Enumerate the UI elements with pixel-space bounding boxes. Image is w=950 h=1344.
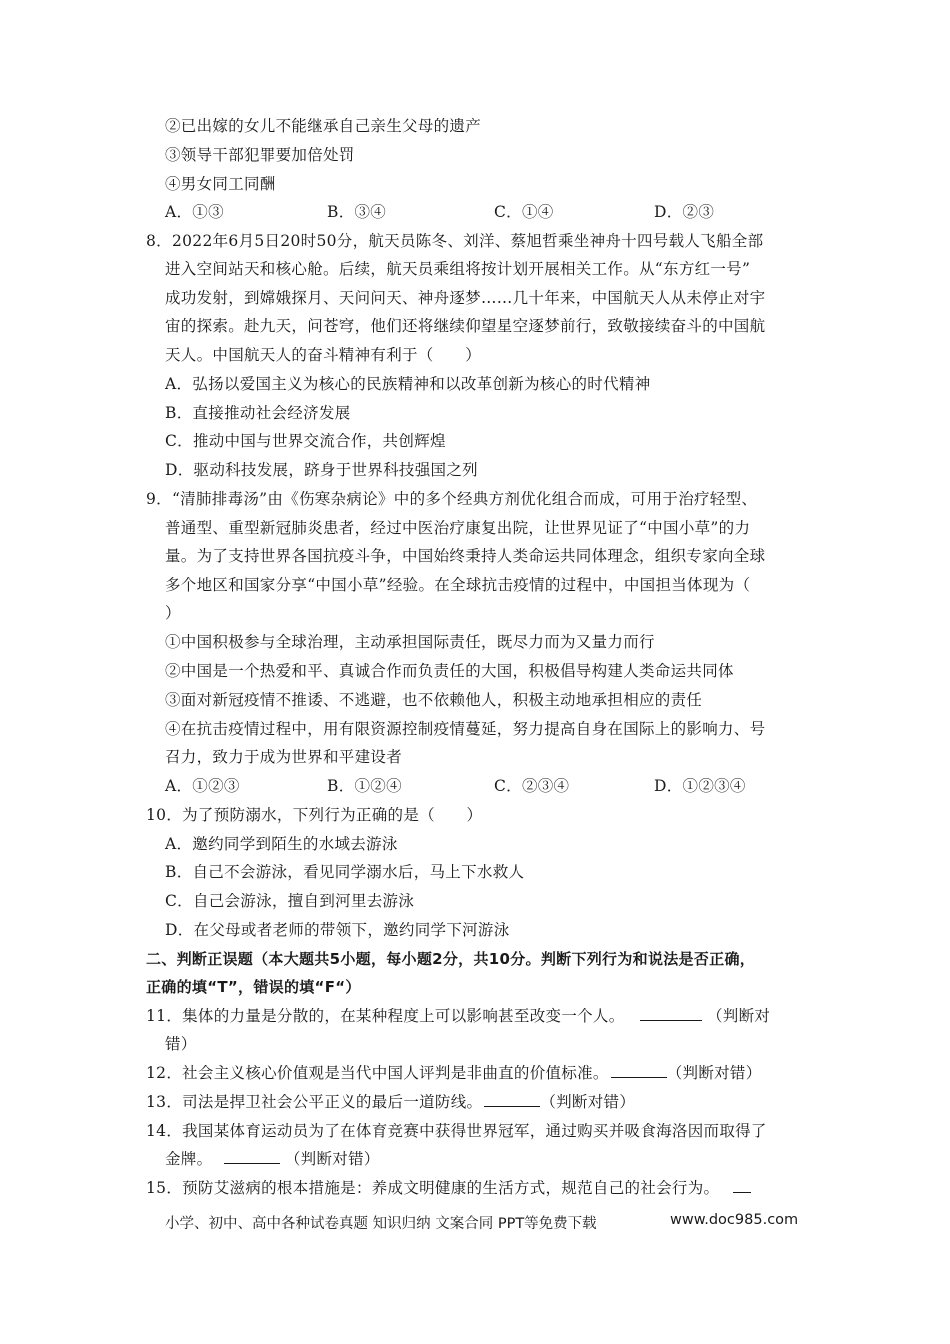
footer-url-link[interactable]: www.doc985.com xyxy=(670,1212,799,1228)
q14-answer-blank[interactable] xyxy=(224,1149,280,1164)
q9-stem-line-4: 多个地区和国家分享“中国小草”经验。在全球抗击疫情的过程中，中国担当体现为（ xyxy=(165,576,751,594)
q9-item-2: ②中国是一个热爱和平、真诚合作而负责任的大国，积极倡导构建人类命运共同体 xyxy=(165,662,734,680)
q9-stem-line-5: ） xyxy=(165,604,181,622)
q11-suffix: （判断对 xyxy=(707,1007,771,1025)
q14-stem: 14．我国某体育运动员为了在体育竞赛中获得世界冠军，通过购买并吸食海洛因而取得了 xyxy=(146,1122,767,1140)
q12-suffix: （判断对错） xyxy=(666,1064,762,1082)
q7-option-c: C．①④ xyxy=(494,203,554,221)
q8-stem-line-5: 天人。中国航天人的奋斗精神有利于（ ） xyxy=(165,346,482,364)
q11-stem xyxy=(146,1006,770,1026)
q7-option-d: D．②③ xyxy=(654,203,715,221)
q7-option-a: A．①③ xyxy=(165,203,224,221)
q8-option-b: B．直接推动社会经济发展 xyxy=(165,404,351,422)
q8-stem-line-4: 宙的探索。赴九天，问苍穹，他们还将继续仰望星空逐梦前行，致敬接续奋斗的中国航 xyxy=(165,317,766,335)
q11-suffix-cont: 错） xyxy=(165,1035,197,1053)
q9-item-1: ①中国积极参与全球治理，主动承担国际责任，既尽力而为又量力而行 xyxy=(165,633,655,651)
q9-item-3: ③面对新冠疫情不推诿、不逃避，也不依赖他人，积极主动地承担相应的责任 xyxy=(165,691,703,709)
q8-option-d: D．驱动科技发展，跻身于世界科技强国之列 xyxy=(165,461,478,479)
q9-option-c: C．②③④ xyxy=(494,777,570,795)
q9-item-4-cont: 召力，致力于成为世界和平建设者 xyxy=(165,748,403,766)
q9-option-a: A．①②③ xyxy=(165,777,240,795)
q13-suffix: （判断对错） xyxy=(540,1093,636,1111)
q9-option-d: D．①②③④ xyxy=(654,777,746,795)
q8-stem-line-1: 8．2022年6月5日20时50分，航天员陈冬、刘洋、蔡旭哲乘坐神舟十四号载人飞船全部 xyxy=(146,232,764,250)
q12-stem xyxy=(146,1063,762,1083)
q13-stem xyxy=(146,1092,635,1112)
q7-option-b: B．③④ xyxy=(327,203,387,221)
q15-stem xyxy=(146,1178,751,1198)
section2-heading-line-2: 正确的填“T”，错误的填“F“） xyxy=(146,978,361,996)
q13-answer-blank[interactable] xyxy=(484,1092,540,1107)
q9-stem-line-3: 量。为了支持世界各国抗疫斗争，中国始终秉持人类命运共同体理念，组织专家向全球 xyxy=(165,547,766,565)
q7-item-3: ③领导干部犯罪要加倍处罚 xyxy=(165,146,355,164)
q7-item-2: ②已出嫁的女儿不能继承自己亲生父母的遗产 xyxy=(165,117,482,135)
q10-option-d: D．在父母或者老师的带领下，邀约同学下河游泳 xyxy=(165,921,510,939)
q11-answer-blank[interactable] xyxy=(640,1006,702,1021)
page-footer xyxy=(165,1212,799,1233)
q14-suffix: （判断对错） xyxy=(284,1150,380,1168)
q10-option-b: B．自己不会游泳，看见同学溺水后，马上下水救人 xyxy=(165,863,525,881)
q11-text: 11．集体的力量是分散的，在某种程度上可以影响甚至改变一个人。 xyxy=(146,1007,625,1025)
q15-answer-blank[interactable] xyxy=(733,1178,751,1193)
q10-option-a: A．邀约同学到陌生的水域去游泳 xyxy=(165,835,398,853)
q8-option-c: C．推动中国与世界交流合作，共创辉煌 xyxy=(165,432,446,450)
q10-stem: 10．为了预防溺水，下列行为正确的是（ ） xyxy=(146,806,483,824)
q10-option-c: C．自己会游泳，擅自到河里去游泳 xyxy=(165,892,415,910)
q9-option-b: B．①②④ xyxy=(327,777,402,795)
q12-text: 12．社会主义核心价值观是当代中国人评判是非曲直的价值标准。 xyxy=(146,1064,609,1082)
q14-stem-cont xyxy=(165,1149,380,1169)
q7-item-4: ④男女同工同酬 xyxy=(165,175,276,193)
q8-option-a: A．弘扬以爱国主义为核心的民族精神和以改革创新为核心的时代精神 xyxy=(165,375,651,393)
q8-stem-line-2: 进入空间站天和核心舱。后续，航天员乘组将按计划开展相关工作。从“东方红一号” xyxy=(165,260,751,278)
q8-stem-line-3: 成功发射，到嫦娥探月、天问问天、神舟逐梦……几十年来，中国航天人从未停止对宇 xyxy=(165,289,766,307)
q15-text: 15．预防艾滋病的根本措施是：养成文明健康的生活方式，规范自己的社会行为。 xyxy=(146,1179,720,1197)
footer-text: 小学、初中、高中各种试卷真题 知识归纳 文案合同 PPT等免费下载 xyxy=(165,1216,597,1232)
q9-stem-line-1: 9．“清肺排毒汤”由《伤寒杂病论》中的多个经典方剂优化组合而成，可用于治疗轻型、 xyxy=(146,490,758,508)
section2-heading-line-1: 二、判断正误题（本大题共5小题，每小题2分，共10分。判断下列行为和说法是否正确， xyxy=(146,950,756,968)
q13-text: 13．司法是捍卫社会公平正义的最后一道防线。 xyxy=(146,1093,483,1111)
q9-stem-line-2: 普通型、重型新冠肺炎患者，经过中医治疗康复出院，让世界见证了“中国小草”的力 xyxy=(165,519,751,537)
q9-item-4: ④在抗击疫情过程中，用有限资源控制疫情蔓延，努力提高自身在国际上的影响力、号 xyxy=(165,720,766,738)
q12-answer-blank[interactable] xyxy=(611,1063,667,1078)
q14-cont-text: 金牌。 xyxy=(165,1150,213,1168)
